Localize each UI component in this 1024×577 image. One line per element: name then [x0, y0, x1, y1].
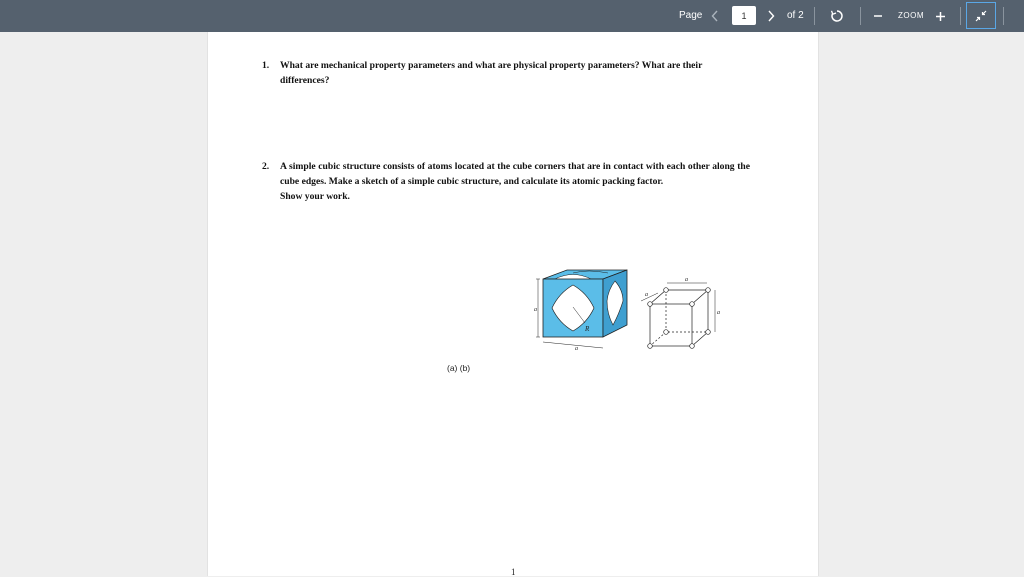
rotate-button[interactable]: [828, 5, 846, 27]
zoom-label: ZOOM: [898, 11, 924, 20]
figure-caption: (a) (b): [447, 363, 471, 373]
question-text: What are mechanical property parameters and what are physical property parameters? What are their differences?: [280, 60, 703, 86]
next-page-button[interactable]: [764, 5, 778, 27]
hard-sphere-cube: [536, 270, 627, 348]
radius-label-r: R: [585, 325, 590, 333]
page-number-footer: 1: [511, 567, 516, 577]
toolbar-divider: [814, 7, 815, 25]
chevron-left-icon: [711, 10, 719, 22]
dimension-label-a: a: [685, 277, 688, 283]
toolbar-divider: [1003, 7, 1004, 25]
document-page: [207, 32, 819, 576]
page-count-label: of 2: [787, 10, 804, 21]
lattice-points: [648, 288, 711, 349]
dimension-label-a: a: [534, 307, 537, 313]
page-label: Page: [679, 10, 703, 21]
toolbar: [0, 0, 1024, 32]
dimension-label-a: a: [645, 292, 648, 298]
rotate-icon: [830, 9, 844, 23]
plus-icon: [935, 11, 946, 22]
lattice-cube: [641, 283, 715, 346]
question-2: [262, 159, 750, 204]
minus-icon: [873, 11, 883, 21]
question-instruction: Show your work.: [280, 191, 350, 202]
simple-cubic-figure: [533, 267, 733, 357]
zoom-out-button[interactable]: [871, 5, 885, 27]
dimension-label-a: a: [575, 346, 578, 352]
page-number-input[interactable]: [732, 6, 756, 25]
dimension-label-a: a: [717, 310, 720, 316]
question-number: 2.: [262, 161, 270, 172]
toolbar-divider: [860, 7, 861, 25]
previous-page-button[interactable]: [708, 5, 722, 27]
zoom-in-button[interactable]: [933, 5, 947, 27]
collapse-icon: [975, 10, 987, 22]
toolbar-divider: [960, 7, 961, 25]
question-1: [262, 58, 750, 88]
exit-fullscreen-button[interactable]: [966, 2, 996, 29]
chevron-right-icon: [767, 10, 775, 22]
question-text: A simple cubic structure consists of atoms located at the cube corners that are in contact with each other along the cube edges. Make a sketch of a simple cubic structure, and calculate its atomic packing factor.: [280, 161, 750, 187]
question-number: 1.: [262, 60, 270, 71]
